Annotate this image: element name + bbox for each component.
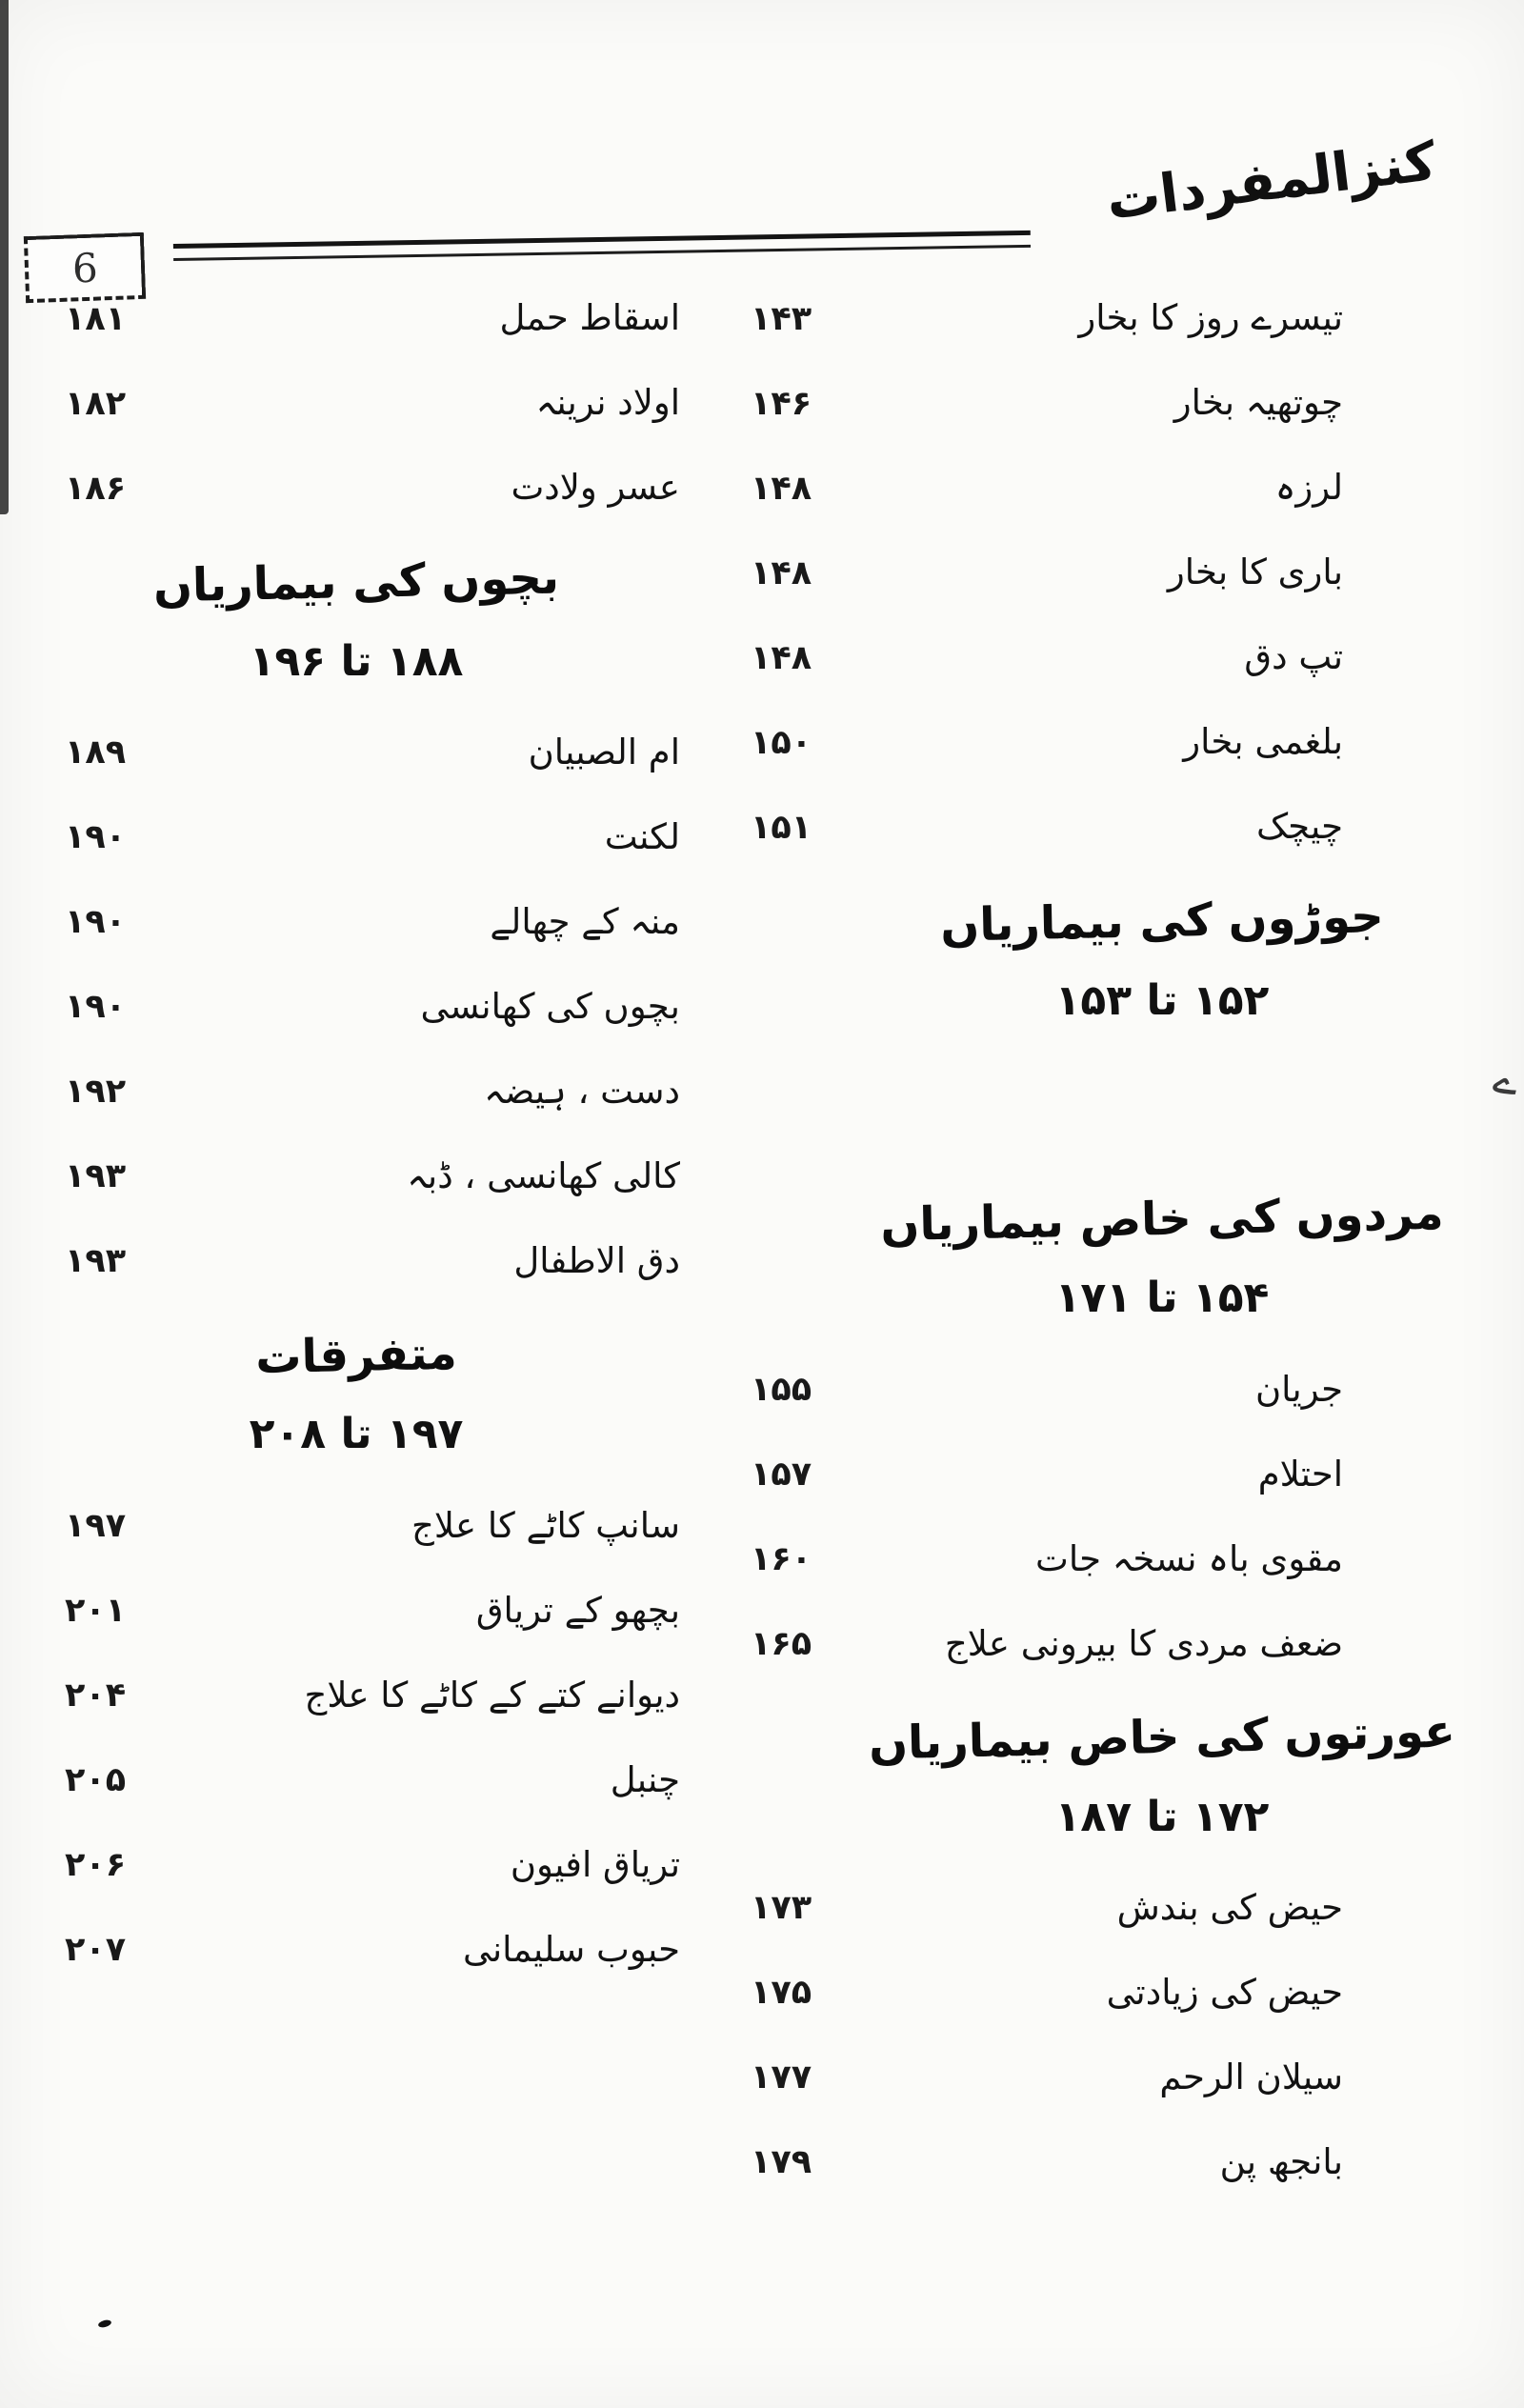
entry-page-number: ۲۰۱ [65,1591,127,1630]
section-title: بچوں کی بیماریاں [152,551,560,613]
toc-section-heading [27,551,686,686]
toc-entry [27,1737,686,1822]
section-page-range: ۱۹۷ تا ۲۰۸ [249,1410,464,1459]
entry-page-number: ۱۵۷ [751,1455,812,1494]
toc-entry [27,711,686,795]
entry-title: بلغمی بخار [1183,721,1343,763]
section-page-range: ۱۵۲ تا ۱۵۳ [1054,975,1270,1025]
entry-title: حیض کی بندش [1116,1887,1343,1929]
entry-page-number: ۱۷۹ [751,2143,812,2182]
entry-page-number: ۲۰۴ [65,1676,127,1715]
scan-bleed-mark: ے [1490,1054,1522,1106]
entry-page-number: ۱۹۲ [65,1073,127,1112]
entry-page-number: ۱۹۰ [65,903,127,942]
toc-entry [27,1483,686,1568]
entry-page-number: ۱۷۷ [751,2058,812,2097]
entry-title: سانپ کاٹے کا علاج [411,1504,680,1546]
toc-entry [724,700,1486,785]
toc-section-heading [27,1326,686,1459]
entry-title: ضعف مردی کا بیرونی علاج [944,1622,1343,1664]
toc-entry [724,1951,1486,2036]
entry-page-number: ۲۰۵ [65,1760,127,1799]
toc-section-heading [724,1186,1486,1323]
toc-entry [724,276,1486,361]
entry-title: حبوب سلیمانی [463,1928,680,1970]
entry-page-number: ۱۵۱ [751,808,812,847]
entry-page-number: ۱۷۳ [751,1889,812,1928]
page-number: 6 [71,244,98,291]
section-page-range: ۱۸۸ تا ۱۹۶ [249,636,464,686]
toc-entry [27,1568,686,1653]
entry-page-number: ۱۷۵ [751,1974,812,2013]
entry-page-number: ۱۶۵ [751,1624,812,1663]
entry-title: باری کا بخار [1167,552,1343,593]
entry-page-number: ۱۴۸ [751,469,812,508]
entry-page-number: ۱۴۸ [751,638,812,677]
section-title: مردوں کی خاص بیماریاں [879,1186,1445,1252]
toc-entry [27,795,686,880]
entry-page-number: ۱۶۰ [751,1539,812,1578]
entry-title: تیسرے روز کا بخار [1078,297,1343,339]
entry-title: دیوانے کتے کے کاٹے کا علاج [304,1674,680,1716]
entry-page-number: ۱۹۰ [65,818,127,857]
toc-entry [27,1219,686,1304]
toc-entry [724,1516,1486,1601]
entry-page-number: ۱۹۷ [65,1506,127,1545]
entry-title: جریان [1254,1368,1343,1410]
toc-entry [724,361,1486,446]
toc-entry [724,1866,1486,1951]
toc-entry [27,1653,686,1737]
section-page-range: ۱۷۲ تا ۱۸۷ [1054,1792,1270,1841]
entry-title: ام الصبیان [528,731,680,773]
toc-entry [27,446,686,531]
toc-entry [27,965,686,1050]
entry-page-number: ۱۸۹ [65,733,127,773]
entry-title: بچوں کی کھانسی [420,985,680,1027]
entry-title: دق الاطفال [513,1239,680,1281]
entry-title: تریاق افیون [510,1843,680,1885]
entry-title: چنبل [610,1758,680,1800]
entry-title: احتلام [1257,1453,1343,1495]
entry-page-number: ۲۰۷ [65,1930,127,1969]
scan-ink-dot [97,2318,111,2328]
toc-column-right [724,276,1486,2205]
scan-edge-artifact [0,0,9,514]
entry-title: کالی کھانسی ، ڈبہ [407,1154,680,1196]
section-page-range: ۱۵۴ تا ۱۷۱ [1054,1274,1270,1323]
entry-title: مقوی باہ نسخہ جات [1035,1537,1343,1579]
toc-entry [27,1907,686,1992]
entry-page-number: ۲۰۶ [65,1845,127,1884]
section-title: عورتوں کی خاص بیماریاں [868,1704,1456,1771]
toc-entry [27,276,686,361]
entry-title: عسر ولادت [511,467,680,509]
toc-entry [724,1432,1486,1516]
entry-page-number: ۱۸۱ [65,299,127,338]
section-title: جوڑوں کی بیماریاں [939,890,1385,953]
entry-page-number: ۱۴۶ [751,384,812,423]
entry-title: لکنت [604,815,680,857]
section-title: متفرقات [254,1326,458,1384]
toc-entry [724,1347,1486,1432]
entry-page-number: ۱۹۳ [65,1157,127,1196]
toc-entry [724,1601,1486,1686]
entry-page-number: ۱۴۸ [751,553,812,592]
entry-page-number: ۱۴۳ [751,299,812,338]
toc-entry [724,2120,1486,2205]
entry-page-number: ۱۹۳ [65,1242,127,1281]
toc-entry [27,1050,686,1134]
entry-title: لرزہ [1274,467,1343,509]
toc-entry [724,615,1486,700]
toc-entry [27,361,686,446]
entry-page-number: ۱۵۰ [751,723,812,762]
entry-title: تپ دق [1244,636,1343,678]
toc-entry [724,531,1486,615]
toc-section-heading [724,1704,1486,1841]
toc-entry [27,1822,686,1907]
entry-title: دست ، ہیضہ [484,1070,680,1112]
entry-title: اولاد نرینہ [535,382,680,424]
entry-title: سیلان الرحم [1159,2057,1343,2098]
toc-column-left [27,276,686,1992]
entry-title: اسقاط حمل [499,297,680,339]
entry-title: چوتھیہ بخار [1173,382,1343,424]
toc-section-heading [724,890,1486,1025]
book-title: کنزالمفردات [1102,130,1439,232]
entry-title: چیچک [1255,806,1343,848]
entry-page-number: ۱۸۶ [65,469,127,508]
toc-entry [27,880,686,965]
toc-entry [27,1134,686,1219]
entry-title: حیض کی زیادتی [1106,1972,1343,2014]
entry-title: منہ کے چھالے [490,900,680,942]
header-double-rule [173,231,1031,261]
entry-title: بچھو کے تریاق [475,1589,680,1631]
toc-entry [724,785,1486,870]
entry-title: بانجھ پن [1219,2141,1343,2183]
entry-page-number: ۱۵۵ [751,1370,812,1409]
entry-page-number: ۱۸۲ [65,384,127,423]
toc-entry [724,2036,1486,2120]
entry-page-number: ۱۹۰ [65,988,127,1027]
toc-entry [724,446,1486,531]
